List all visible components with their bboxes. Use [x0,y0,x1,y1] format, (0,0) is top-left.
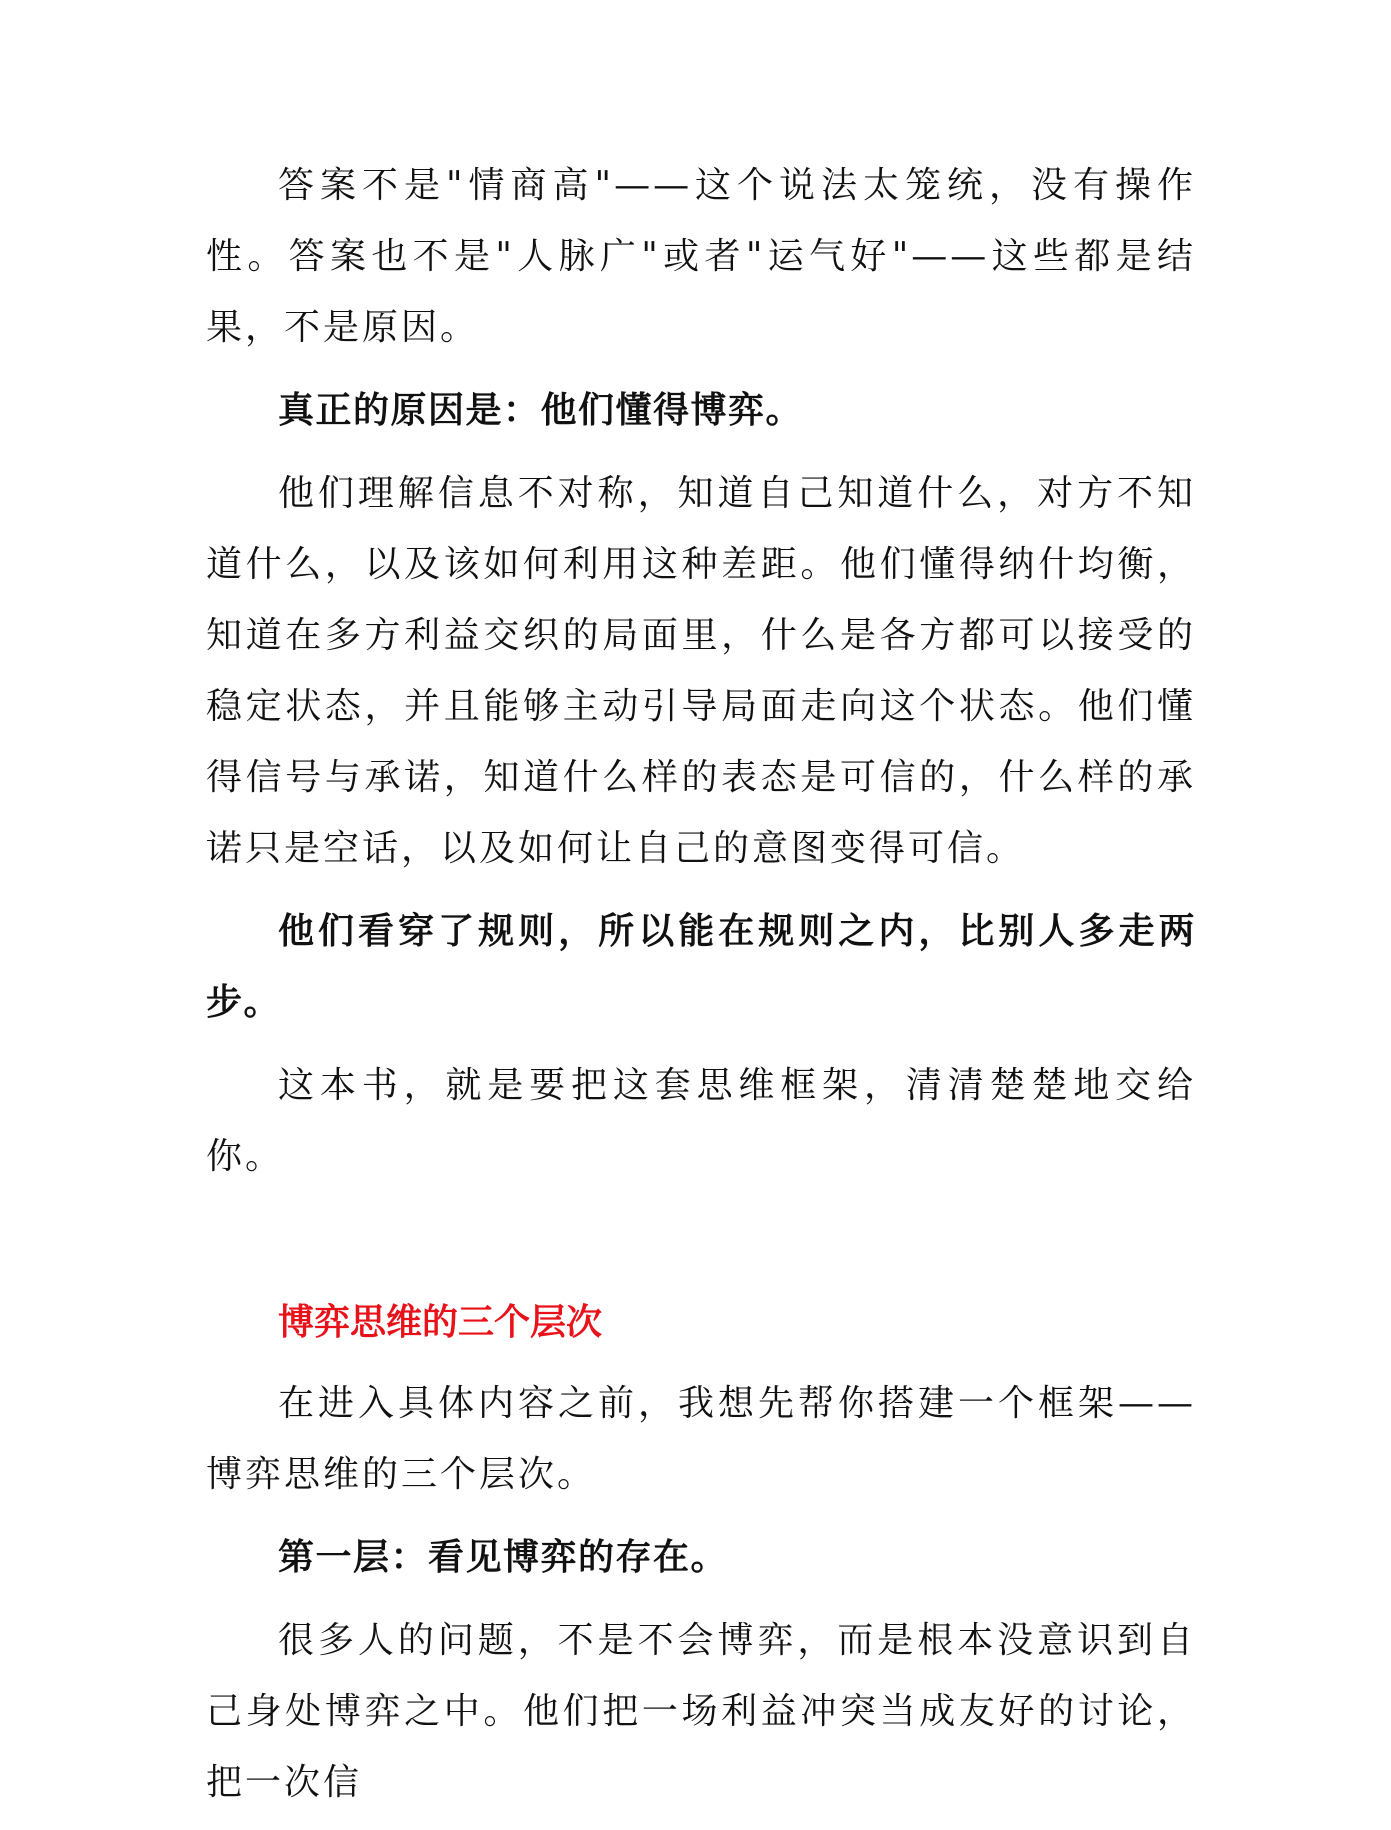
paragraph-this-book: 这本书，就是要把这套思维框架，清清楚楚地交给你。 [206,1065,1196,1177]
paragraph-framework: 在进入具体内容之前，我想先帮你搭建一个框架——博弈思维的三个层次。 [206,1383,1196,1495]
paragraph-real-reason: 真正的原因是：他们懂得博弈。 [278,390,804,431]
section-title: 博弈思维的三个层次 [278,1302,603,1343]
paragraph-answer: 答案不是"情商高"——这个说法太笼统，没有操作性。答案也不是"人脉广"或者"运气好"——这些都是结果，不是原因。 [206,165,1196,348]
paragraph-first-layer: 第一层：看见博弈的存在。 [278,1537,729,1578]
paragraph-many-people: 很多人的问题，不是不会博弈，而是根本没意识到自己身处博弈之中。他们把一场利益冲突当成友好的讨论，把一次信 [206,1620,1196,1803]
paragraph-see-through-rules: 他们看穿了规则，所以能在规则之内，比别人多走两步。 [206,911,1196,1023]
document-content [206,150,1196,1830]
paragraph-understanding: 他们理解信息不对称，知道自己知道什么，对方不知道什么，以及该如何利用这种差距。他们懂得纳什均衡，知道在多方利益交织的局面里，什么是各方都可以接受的稳定状态，并且能够主动引导局面走向这个状态。他们懂得信号与承诺，知道什么样的表态是可信的，什么样的承诺只是空话，以及如何让自己的意图变得可信。 [206,473,1196,869]
